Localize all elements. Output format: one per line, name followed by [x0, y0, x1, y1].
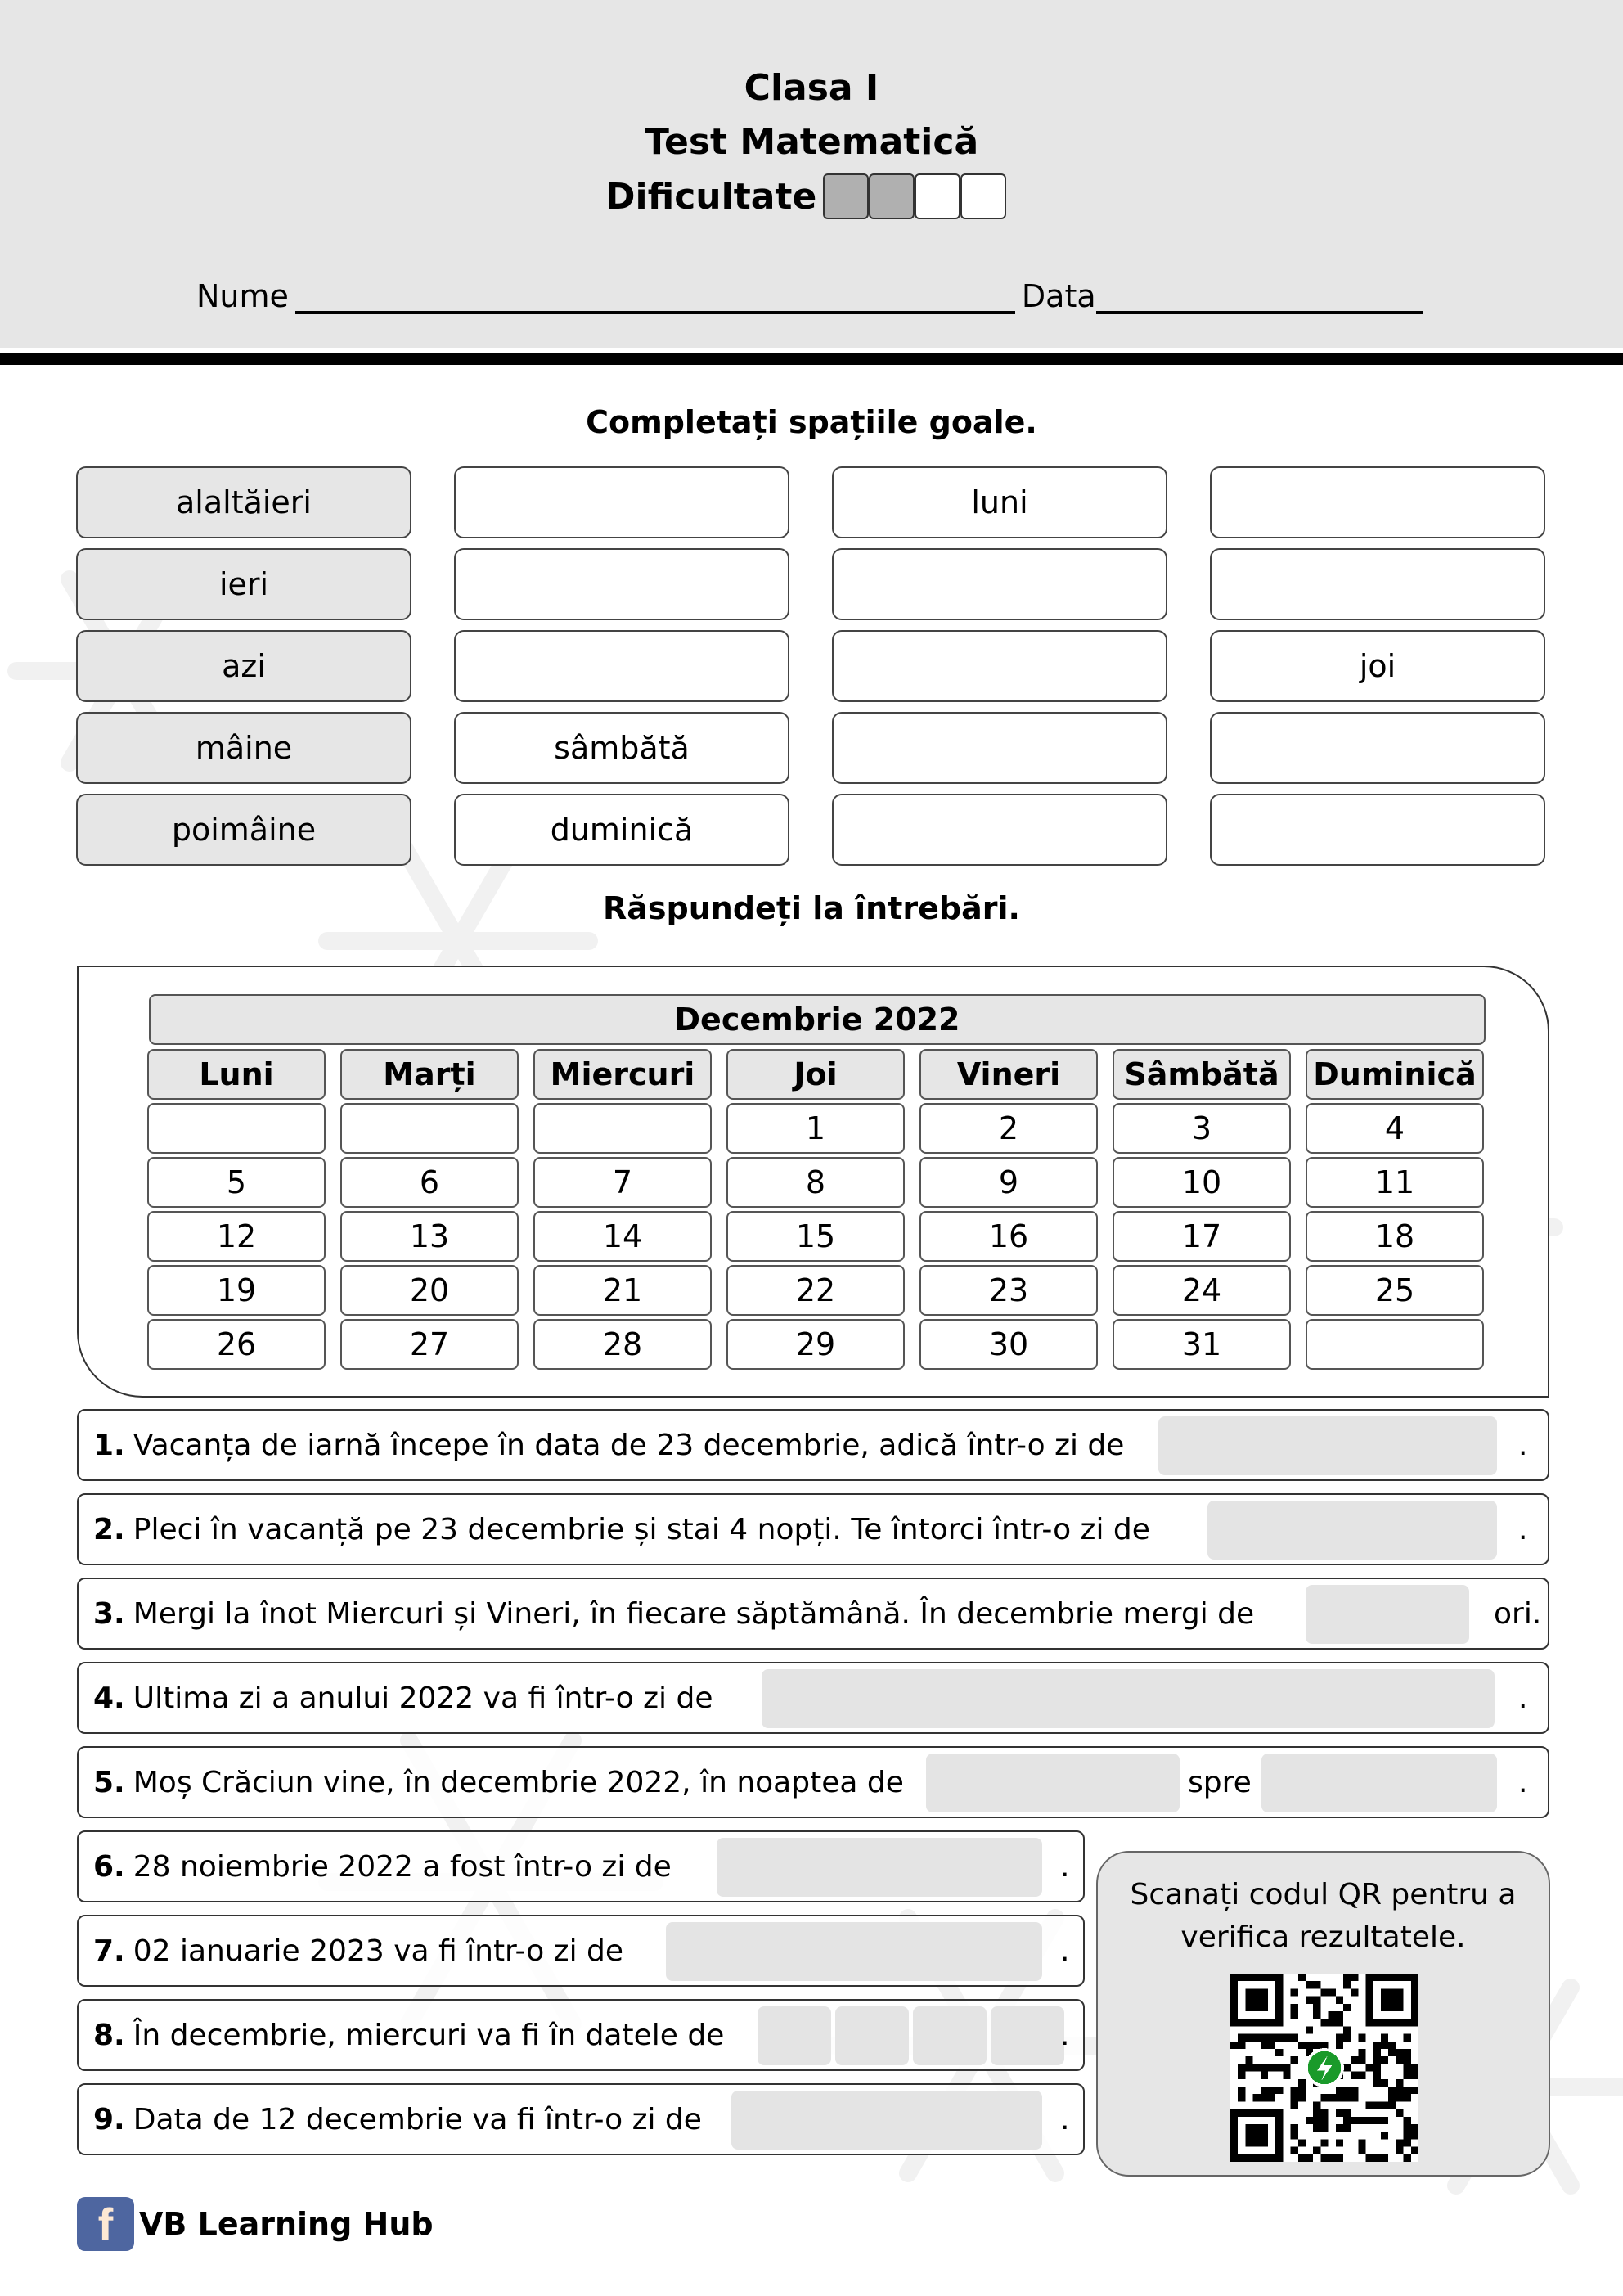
- day-blank-cell[interactable]: [832, 712, 1167, 784]
- question-text: Vacanța de iarnă începe în data de 23 decembrie, adică într-o zi de: [133, 1428, 1125, 1462]
- calendar-weekday-header: Vineri: [919, 1049, 1098, 1100]
- calendar-weekday-header: Marți: [340, 1049, 519, 1100]
- answer-blank[interactable]: [991, 2006, 1064, 2065]
- question-row: [77, 1578, 1549, 1650]
- calendar-day: 2: [919, 1103, 1098, 1154]
- qr-code-icon[interactable]: [1230, 1974, 1418, 2162]
- question-number: 3.: [93, 1596, 125, 1631]
- test-title: Test Matematică: [644, 121, 979, 163]
- calendar-day: 31: [1113, 1319, 1291, 1370]
- question-row: [77, 1915, 1085, 1987]
- day-blank-cell[interactable]: [1210, 466, 1545, 538]
- calendar-weekday-header: Luni: [147, 1049, 326, 1100]
- answer-blank[interactable]: [731, 2091, 1042, 2150]
- calendar-grid: [147, 1049, 1484, 1370]
- question-tail: .: [1518, 1428, 1528, 1462]
- calendar-day: 29: [726, 1319, 905, 1370]
- calendar-day-empty: [340, 1103, 519, 1154]
- name-date-row: [196, 278, 1430, 314]
- calendar-day: 17: [1113, 1211, 1291, 1262]
- question-row: [77, 1830, 1085, 1902]
- facebook-icon[interactable]: f: [77, 2197, 134, 2251]
- question-number: 2.: [93, 1512, 125, 1546]
- day-blank-cell[interactable]: [832, 630, 1167, 702]
- answer-blank[interactable]: [762, 1669, 1495, 1728]
- day-blank-cell[interactable]: [832, 794, 1167, 866]
- row-label: poimâine: [76, 794, 411, 866]
- question-tail: .: [1518, 1512, 1528, 1546]
- calendar-day-empty: [1306, 1319, 1484, 1370]
- answer-blank[interactable]: [1261, 1754, 1497, 1812]
- qr-text-line1: Scanați codul QR pentru a: [1130, 1878, 1517, 1911]
- day-given-cell: joi: [1210, 630, 1545, 702]
- row-label: mâine: [76, 712, 411, 784]
- question-number: 1.: [93, 1428, 125, 1462]
- calendar-day-empty: [147, 1103, 326, 1154]
- calendar-weekday-header: Joi: [726, 1049, 905, 1100]
- calendar-day: 25: [1306, 1265, 1484, 1316]
- brand-name: VB Learning Hub: [139, 2206, 434, 2242]
- question-number: 5.: [93, 1765, 125, 1799]
- question-number: 7.: [93, 1934, 125, 1968]
- calendar-weekday-header: Miercuri: [533, 1049, 712, 1100]
- question-row: [77, 1999, 1085, 2071]
- calendar-day: 27: [340, 1319, 519, 1370]
- answer-blank[interactable]: [717, 1838, 1042, 1897]
- question-connector: spre: [1188, 1765, 1252, 1799]
- calendar-day: 1: [726, 1103, 905, 1154]
- question-tail: .: [1060, 1934, 1070, 1968]
- day-blank-cell[interactable]: [1210, 794, 1545, 866]
- answer-blank[interactable]: [926, 1754, 1180, 1812]
- difficulty-box-filled: [869, 173, 915, 219]
- answer-blank[interactable]: [1158, 1416, 1497, 1475]
- calendar-day: 24: [1113, 1265, 1291, 1316]
- qr-panel: [1096, 1851, 1550, 2177]
- question-text: Mergi la înot Miercuri și Vineri, în fiecare săptămână. În decembrie mergi de: [133, 1596, 1255, 1631]
- calendar-day: 9: [919, 1157, 1098, 1208]
- question-tail: ori.: [1494, 1596, 1542, 1631]
- calendar-day: 6: [340, 1157, 519, 1208]
- calendar-frame: [77, 966, 1549, 1398]
- calendar-day: 19: [147, 1265, 326, 1316]
- question-row: [77, 1409, 1549, 1481]
- row-label: azi: [76, 630, 411, 702]
- row-label: ieri: [76, 548, 411, 620]
- difficulty-box-empty: [915, 173, 960, 219]
- calendar-day: 8: [726, 1157, 905, 1208]
- question-text: Pleci în vacanță pe 23 decembrie și stai 4 nopți. Te întorci într-o zi de: [133, 1512, 1150, 1546]
- question-text: În decembrie, miercuri va fi în datele de: [133, 2018, 725, 2052]
- calendar-day: 26: [147, 1319, 326, 1370]
- day-given-cell: sâmbătă: [454, 712, 789, 784]
- calendar-day: 12: [147, 1211, 326, 1262]
- question-number: 8.: [93, 2018, 125, 2052]
- day-given-cell: luni: [832, 466, 1167, 538]
- question-tail: .: [1060, 2018, 1070, 2052]
- footer: [77, 2197, 434, 2251]
- calendar-day: 11: [1306, 1157, 1484, 1208]
- section1-instruction: Completați spațiile goale.: [586, 404, 1037, 440]
- question-tail: .: [1060, 2102, 1070, 2136]
- answer-blank[interactable]: [913, 2006, 987, 2065]
- answer-blank[interactable]: [758, 2006, 831, 2065]
- calendar-month-title: Decembrie 2022: [149, 994, 1486, 1045]
- calendar-day: 23: [919, 1265, 1098, 1316]
- question-row: [77, 1493, 1549, 1565]
- question-row: [77, 1746, 1549, 1818]
- answer-blank[interactable]: [1306, 1585, 1469, 1644]
- calendar-day: 20: [340, 1265, 519, 1316]
- question-tail: .: [1518, 1765, 1528, 1799]
- difficulty-box-empty: [960, 173, 1006, 219]
- day-blank-cell[interactable]: [832, 548, 1167, 620]
- calendar-day-empty: [533, 1103, 712, 1154]
- question-tail: .: [1518, 1681, 1528, 1715]
- question-text: Moș Crăciun vine, în decembrie 2022, în noaptea de: [133, 1765, 904, 1799]
- section2-instruction: Răspundeți la întrebări.: [603, 890, 1020, 926]
- date-field[interactable]: [1096, 286, 1423, 314]
- worksheet-header: [0, 0, 1623, 348]
- difficulty-label: Dificultate: [605, 175, 817, 218]
- question-text: 02 ianuarie 2023 va fi într-o zi de: [133, 1934, 624, 1968]
- day-given-cell: duminică: [454, 794, 789, 866]
- class-label: Clasa I: [744, 67, 879, 109]
- calendar-day: 4: [1306, 1103, 1484, 1154]
- calendar-day: 30: [919, 1319, 1098, 1370]
- calendar-day: 16: [919, 1211, 1098, 1262]
- day-blank-cell[interactable]: [1210, 548, 1545, 620]
- calendar-day: 15: [726, 1211, 905, 1262]
- calendar-day: 18: [1306, 1211, 1484, 1262]
- difficulty-box-filled: [823, 173, 869, 219]
- date-label: Data: [1021, 278, 1096, 314]
- question-text: Ultima zi a anului 2022 va fi într-o zi de: [133, 1681, 713, 1715]
- day-blank-cell[interactable]: [454, 630, 789, 702]
- question-row: [77, 1662, 1549, 1734]
- day-blank-cell[interactable]: [454, 466, 789, 538]
- question-number: 6.: [93, 1849, 125, 1884]
- name-field[interactable]: [295, 286, 1015, 314]
- calendar-day: 13: [340, 1211, 519, 1262]
- question-tail: .: [1060, 1849, 1070, 1884]
- fill-in-grid: [76, 466, 1549, 866]
- day-blank-cell[interactable]: [454, 548, 789, 620]
- qr-text-line2: verifica rezultatele.: [1180, 1920, 1466, 1954]
- calendar-day: 21: [533, 1265, 712, 1316]
- calendar-day: 14: [533, 1211, 712, 1262]
- day-blank-cell[interactable]: [1210, 712, 1545, 784]
- question-number: 9.: [93, 2102, 125, 2136]
- header-divider: [0, 353, 1623, 365]
- difficulty-boxes: [823, 173, 1006, 219]
- calendar-weekday-header: Duminică: [1306, 1049, 1484, 1100]
- calendar-day: 5: [147, 1157, 326, 1208]
- question-text: 28 noiembrie 2022 a fost într-o zi de: [133, 1849, 672, 1884]
- calendar-day: 3: [1113, 1103, 1291, 1154]
- row-label: alaltăieri: [76, 466, 411, 538]
- answer-blank[interactable]: [666, 1922, 1042, 1981]
- difficulty-indicator: [605, 173, 1006, 219]
- calendar-day: 7: [533, 1157, 712, 1208]
- calendar-day: 22: [726, 1265, 905, 1316]
- calendar-day: 10: [1113, 1157, 1291, 1208]
- answer-blank[interactable]: [1207, 1501, 1497, 1560]
- question-row: [77, 2083, 1085, 2155]
- name-label: Nume: [196, 278, 289, 314]
- question-text: Data de 12 decembrie va fi într-o zi de: [133, 2102, 702, 2136]
- calendar-day: 28: [533, 1319, 712, 1370]
- question-number: 4.: [93, 1681, 125, 1715]
- answer-blank[interactable]: [835, 2006, 909, 2065]
- calendar-weekday-header: Sâmbătă: [1113, 1049, 1291, 1100]
